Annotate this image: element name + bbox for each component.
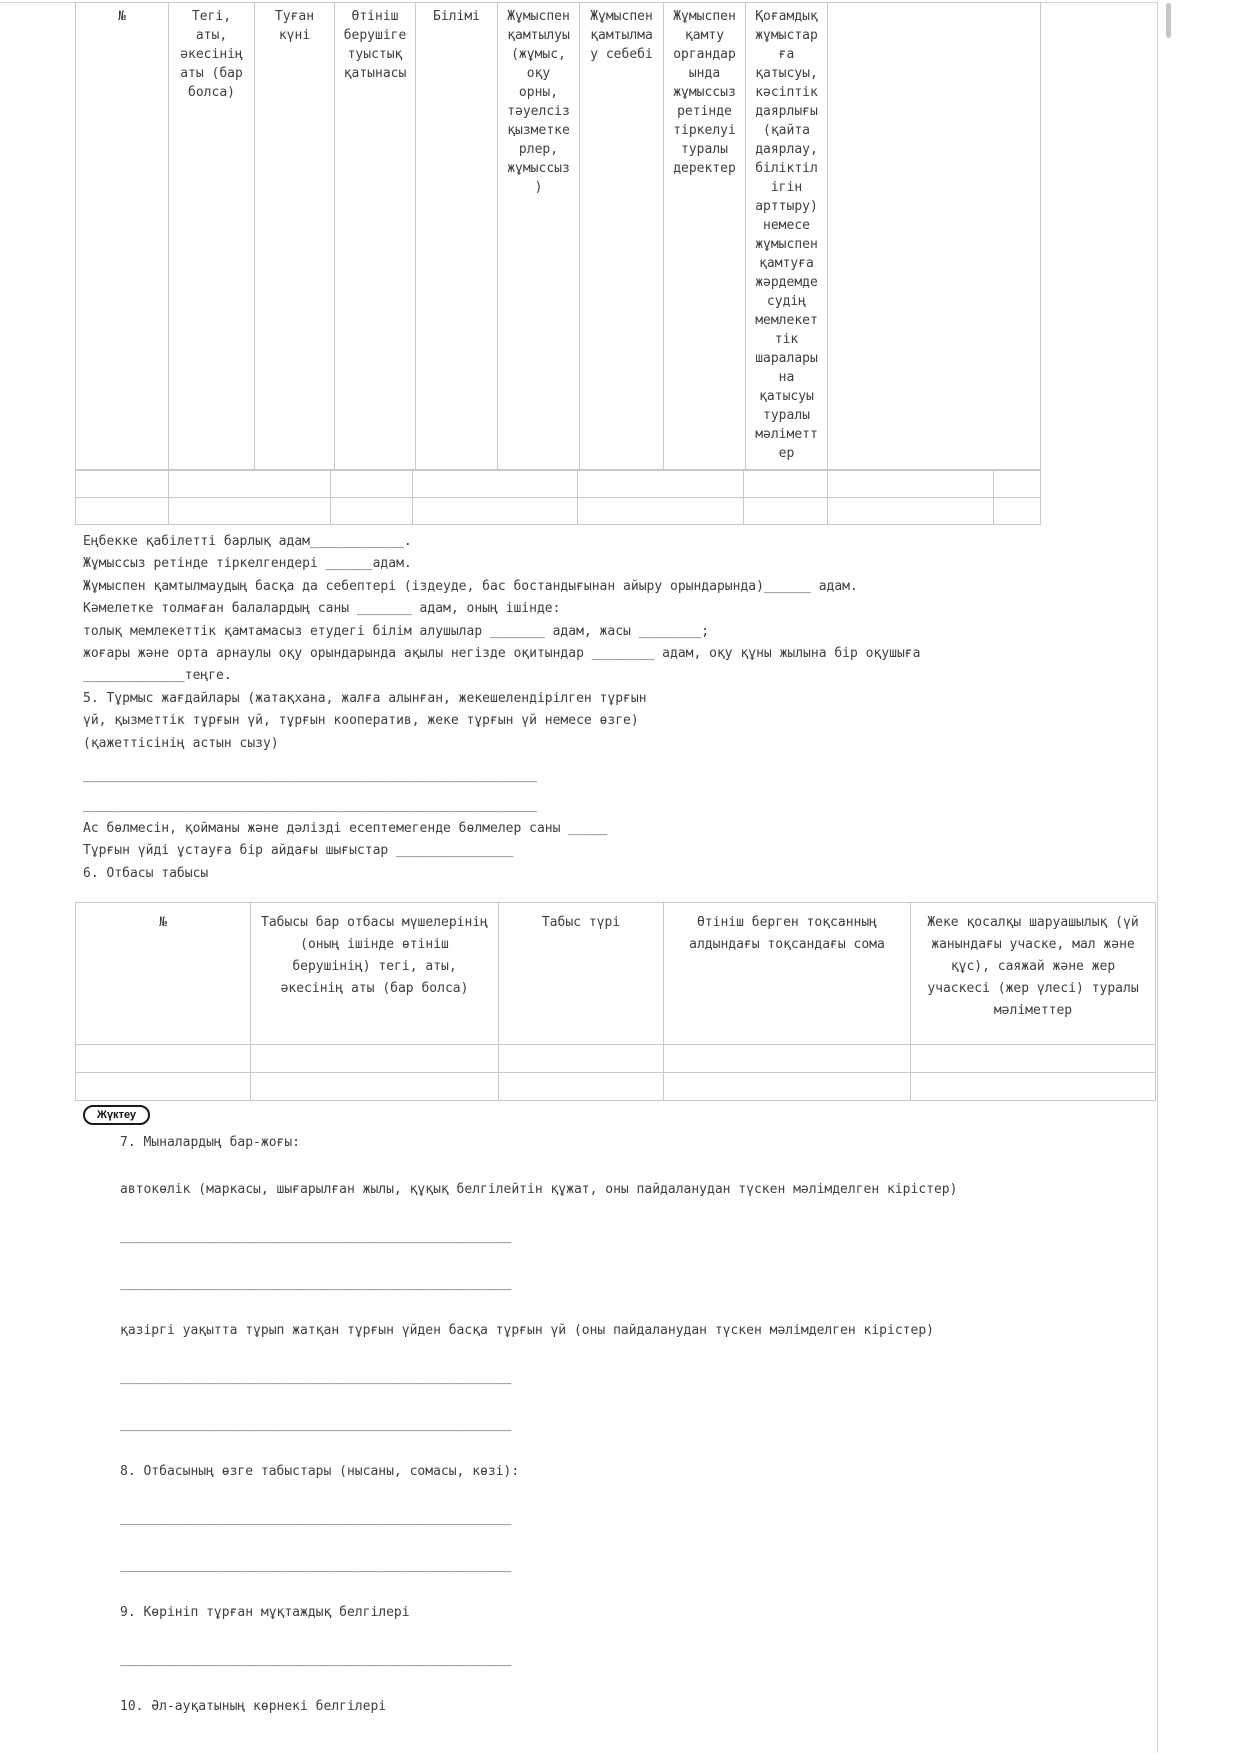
form-line: Ас бөлмесін, қойманы және дәлізді есептемегенде бөлмелер саны _____: [83, 820, 608, 836]
table-header-row: [76, 903, 1156, 1045]
header-cell-registration: Жұмыспен қамту органдарында жұмыссыз ретінде тіркелуі туралы деректер: [664, 3, 746, 470]
empty-cell: [499, 1045, 664, 1073]
empty-cell: [251, 1073, 499, 1101]
form-line: Жұмыспен қамтылмаудың басқа да себептері (іздеуде, бас бостандығынан айыру орындарында)______ адам.: [83, 578, 858, 594]
empty-cell: [664, 1073, 911, 1101]
header-cell-unemployment-reason: Жұмыспен қамтылмау себебі: [580, 3, 664, 470]
fill-in-line: __________________________________________________________: [83, 768, 537, 784]
header-cell-number: №: [76, 3, 169, 470]
empty-cell: [911, 1045, 1156, 1073]
form-line: 7. Мыналардың бар-жоғы:: [120, 1135, 301, 1150]
empty-cell: [499, 1073, 664, 1101]
table-row: [76, 1045, 1156, 1073]
form-line: (қажеттісінің астын сызу): [83, 735, 279, 751]
form-line: автокөлік (маркасы, шығарылған жылы, құқық белгілейтін құжат, оны пайдаланудан түскен мәлімделген кірістер): [120, 1182, 958, 1197]
empty-cell: [169, 471, 331, 498]
header-cell-public-works: Қоғамдық жұмыстарға қатысуы, кәсіптік даярлығы (қайта даярлау, біліктілігін арттыру) немесе жұмыспен қамтуға жәрдемдесудің мемлекеттік шараларына қатысуы туралы мәліметтер: [746, 3, 828, 470]
form-text-block-living-conditions: [83, 531, 920, 885]
empty-cell: [578, 471, 744, 498]
family-members-fill-rows: [75, 470, 1042, 525]
empty-cell: [331, 498, 413, 525]
header-cell-income-member: Табысы бар отбасы мүшелерінің (оның ішінде өтініш берушінің) тегі, аты, әкесінің аты (бар болса): [251, 903, 499, 1045]
form-line: жоғары және орта арнаулы оқу орындарында ақылы негізде оқитындар ________ адам, оқу құны жылына бір оқушыға: [83, 646, 921, 662]
form-line: толық мемлекеттік қамтамасыз етудегі білім алушылар _______ адам, жасы ________;: [83, 623, 710, 639]
fill-in-line: __________________________________________________: [120, 1558, 512, 1573]
table-header-row: [76, 3, 1041, 470]
empty-cell: [664, 1045, 911, 1073]
form-line: 5. Тұрмыс жағдайлары (жатақхана, жалға алынған, жекешелендірілген тұрғын: [83, 690, 647, 706]
empty-cell: [413, 498, 578, 525]
form-line: Жұмыссыз ретінде тіркелгендері ______адам.: [83, 556, 412, 572]
empty-cell: [331, 471, 413, 498]
panel-right-border: [1157, 2, 1158, 1753]
empty-cell: [744, 471, 828, 498]
form-line: Еңбекке қабілетті барлық адам____________.: [83, 534, 412, 549]
empty-cell: [828, 471, 994, 498]
header-cell-extra: [828, 3, 1041, 470]
fill-in-line: __________________________________________________________: [83, 798, 537, 814]
form-text-block-property: [120, 1132, 957, 1743]
table-row: [76, 471, 1041, 498]
fill-in-line: __________________________________________________: [120, 1229, 512, 1244]
header-cell-subsidiary-farm: Жеке қосалқы шаруашылық (үй жанындағы учаске, мал және құс), саяжай және жер учаскесі (жер үлесі) туралы мәліметтер: [911, 903, 1156, 1045]
header-cell-employment: Жұмыспен қамтылуы (жұмыс, оқу орны, тәуелсіз қызметкерлер, жұмыссыз): [498, 3, 580, 470]
fill-in-line: __________________________________________________: [120, 1370, 512, 1385]
header-cell-quarter-sum: Өтініш берген тоқсанның алдындағы тоқсандағы сома: [664, 903, 911, 1045]
form-line: 6. Отбасы табысы: [83, 865, 209, 881]
empty-cell: [413, 471, 578, 498]
empty-cell: [744, 498, 828, 525]
table-row: [76, 1073, 1156, 1101]
form-line: Кәмелетке толмаған балалардың саны _______ адам, оның ішінде:: [83, 601, 561, 617]
empty-cell: [76, 1073, 251, 1101]
form-line: қазіргі уақытта тұрып жатқан тұрғын үйден басқа тұрғын үй (оны пайдаланудан түскен мәлімделген кірістер): [120, 1323, 934, 1338]
empty-cell: [828, 498, 994, 525]
empty-cell: [578, 498, 744, 525]
family-members-table: [75, 2, 1042, 471]
empty-cell: [994, 498, 1041, 525]
header-cell-relation: Өтініш берушіге туыстық қатынасы: [335, 3, 416, 470]
empty-cell: [76, 498, 169, 525]
form-line: үй, қызметтік тұрғын үй, тұрғын кооператив, жеке тұрғын үй немесе өзге): [83, 713, 639, 729]
form-line: 8. Отбасының өзге табыстары (нысаны, сомасы, көзі):: [120, 1464, 520, 1479]
header-cell-income-type: Табыс түрі: [499, 903, 664, 1045]
form-line: _____________теңге.: [83, 668, 232, 684]
fill-in-line: __________________________________________________: [120, 1511, 512, 1526]
header-cell-education: Білімі: [416, 3, 498, 470]
empty-cell: [76, 1045, 251, 1073]
header-cell-number: №: [76, 903, 251, 1045]
fill-in-line: __________________________________________________: [120, 1417, 512, 1432]
fill-in-line: __________________________________________________: [120, 1276, 512, 1291]
family-income-table: [75, 902, 1157, 1107]
empty-cell: [911, 1073, 1156, 1101]
empty-cell: [994, 471, 1041, 498]
scrollbar-thumb[interactable]: [1166, 3, 1171, 38]
fill-in-line: __________________________________________________: [120, 1652, 512, 1667]
form-line: 10. Әл-ауқатының көрнекі белгілері: [120, 1699, 387, 1714]
header-cell-fullname: Тегі, аты, әкесінің аты (бар болса): [169, 3, 255, 470]
form-line: Тұрғын үйді ұстауға бір айдағы шығыстар _______________: [83, 843, 514, 859]
empty-cell: [76, 471, 169, 498]
header-cell-birthdate: Туған күні: [255, 3, 335, 470]
download-button[interactable]: Жүктеу: [83, 1105, 150, 1125]
form-line: 9. Көрініп тұрған мұқтаждық белгілері: [120, 1605, 410, 1620]
empty-cell: [169, 498, 331, 525]
table-row: [76, 498, 1041, 525]
empty-cell: [251, 1045, 499, 1073]
